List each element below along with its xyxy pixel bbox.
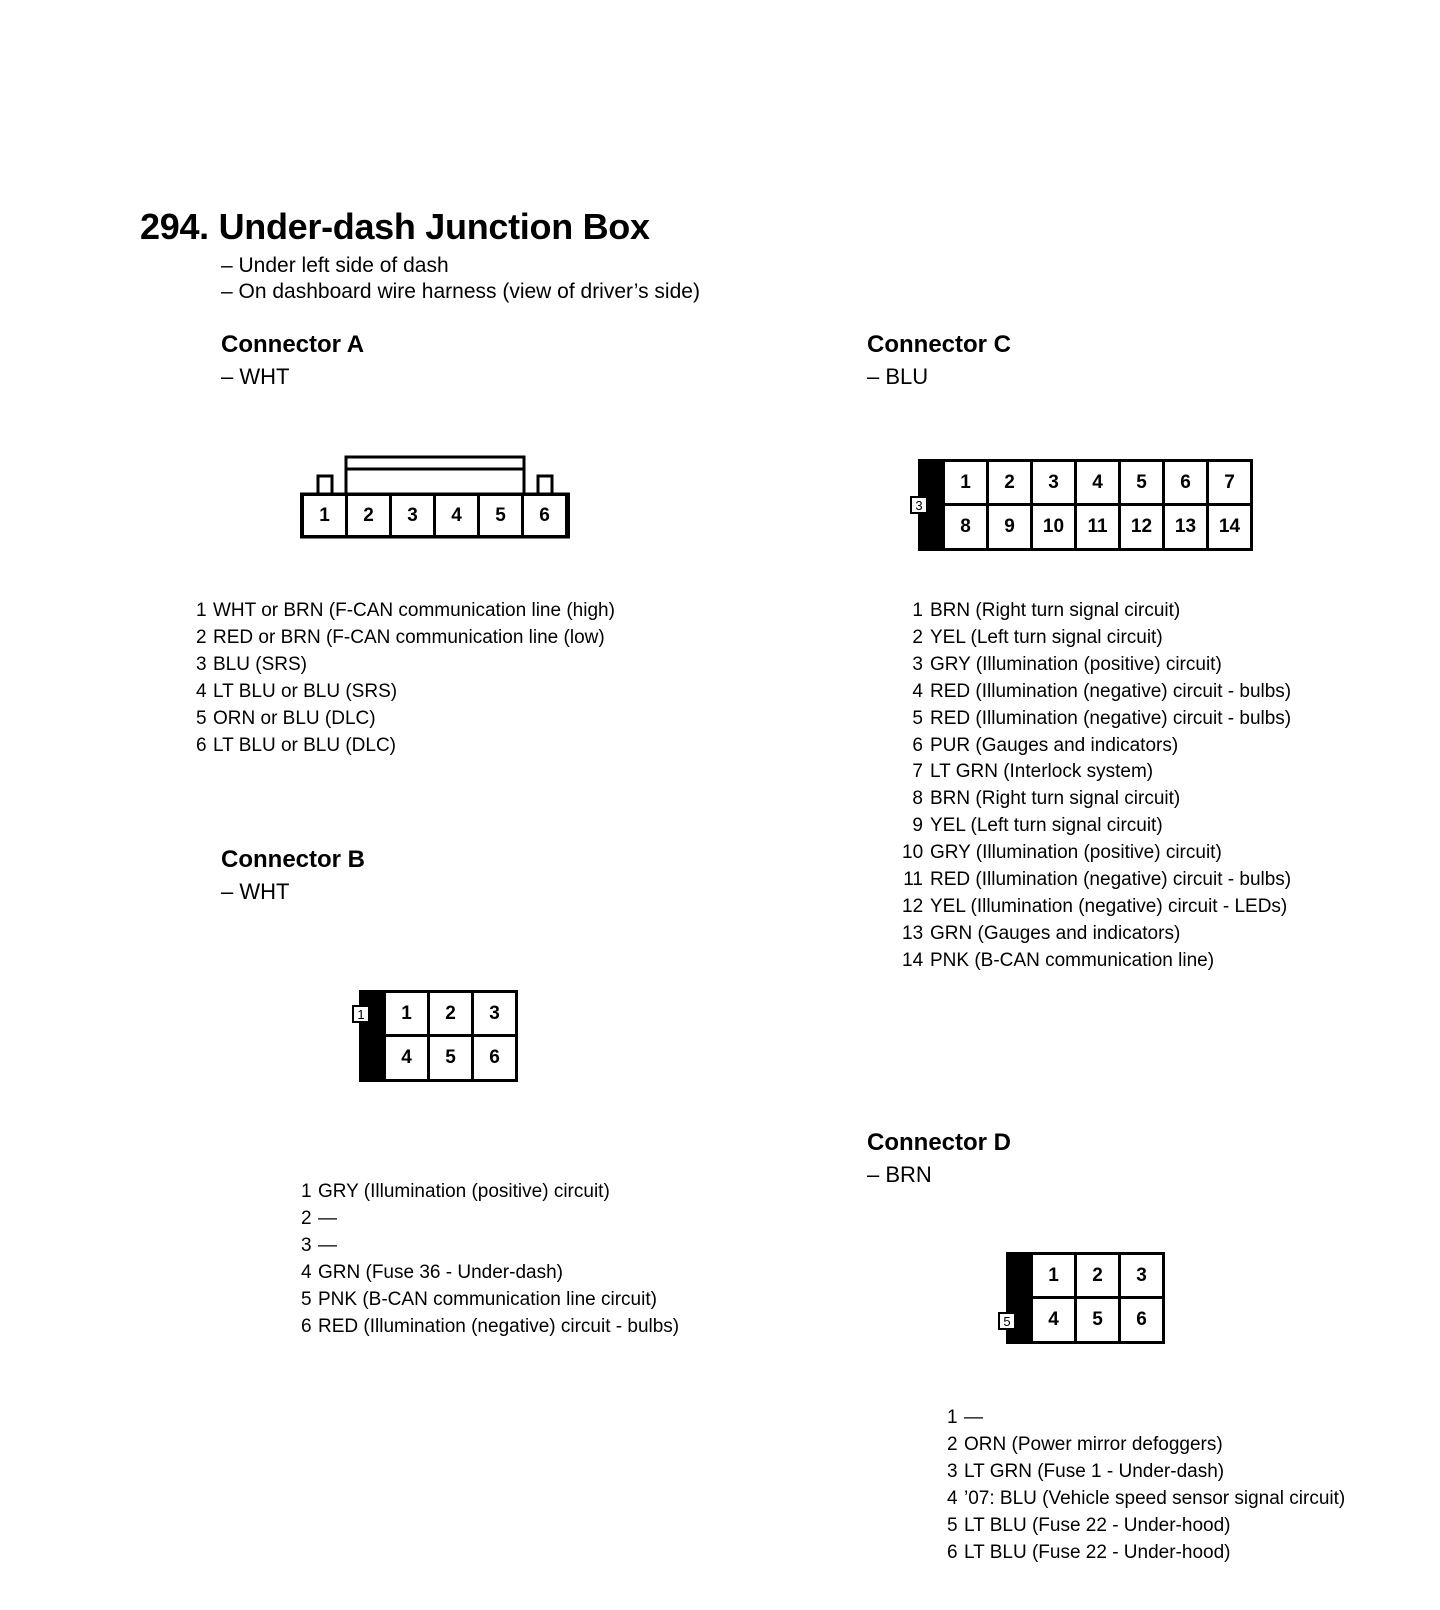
pin-description: BLU (SRS) (213, 653, 307, 675)
connector-b-pin-row (301, 1287, 679, 1314)
connector-c-pin-cell-2: 2 (986, 459, 1033, 507)
connector-d-pin-row (947, 1459, 1345, 1486)
pin-number: 9 (912, 815, 923, 837)
pin-description: LT BLU (Fuse 22 - Under-hood) (964, 1514, 1231, 1536)
connector-b-pin-cell-6: 6 (471, 1034, 518, 1082)
connector-a-pin-cell-1: 1 (301, 493, 348, 538)
connector-a-pin-cell-6: 6 (521, 493, 568, 538)
pin-number: 2 (912, 626, 923, 648)
pin-number: 1 (912, 600, 923, 621)
pin-number: 4 (947, 1487, 958, 1509)
pin-number: 3 (301, 1234, 312, 1256)
connector-c-color: – BLU (867, 364, 929, 389)
connector-a-pin-row (196, 652, 615, 679)
pin-number: 6 (196, 734, 207, 756)
connector-c-pin-cell-11: 11 (1074, 503, 1121, 551)
pin-number: 1 (301, 1181, 312, 1202)
connector-c-pin-row (902, 894, 1291, 921)
connector-b-key-bar (359, 990, 385, 1082)
pin-description: PUR (Gauges and indicators) (930, 734, 1179, 756)
connector-c-pin-row (902, 679, 1291, 706)
connector-d-diagram (998, 1252, 1173, 1347)
pin-description: YEL (Left turn signal circuit) (930, 626, 1163, 648)
connector-c-diagram (910, 459, 1270, 554)
connector-c-pin-row (902, 598, 1291, 625)
connector-b-pin-cell-4: 4 (383, 1034, 430, 1082)
connector-c-pin-cell-6: 6 (1162, 459, 1209, 507)
pin-description: YEL (Left turn signal circuit) (930, 815, 1163, 837)
connector-d-pin-cell-1: 1 (1030, 1252, 1077, 1300)
pin-description: PNK (B-CAN communication line) (930, 949, 1215, 971)
pin-description: ORN or BLU (DLC) (213, 707, 376, 729)
pin-description: LT BLU (Fuse 22 - Under-hood) (964, 1541, 1231, 1563)
pin-number: 13 (902, 922, 924, 944)
connector-b-color: – WHT (221, 879, 290, 904)
pin-number: 6 (912, 734, 923, 756)
connector-c-pin-row (902, 867, 1291, 894)
connector-d-pin-row (947, 1486, 1345, 1513)
pin-number: 2 (301, 1207, 312, 1229)
connector-c-pin-cell-5: 5 (1118, 459, 1165, 507)
pin-description: — (964, 1407, 983, 1428)
connector-c-pin-row (902, 652, 1291, 679)
connector-c-pin-cell-7: 7 (1206, 459, 1253, 507)
pin-number: 10 (902, 842, 924, 864)
connector-a-pin-row (196, 679, 615, 706)
connector-c-pin-row (902, 625, 1291, 652)
connector-b-pin-cell-5: 5 (427, 1034, 474, 1082)
connector-c-pin-row (902, 948, 1291, 975)
connector-c-pin-cell-14: 14 (1206, 503, 1253, 551)
connector-b-pin-row (301, 1260, 679, 1287)
pin-description: LT BLU or BLU (DLC) (213, 734, 397, 756)
pin-number: 1 (196, 600, 207, 621)
pin-description: YEL (Illumination (negative) circuit - LEDs) (930, 895, 1288, 917)
connector-d-pin-row (947, 1432, 1345, 1459)
connector-d-pin-cell-2: 2 (1074, 1252, 1121, 1300)
connector-b-pin-row (301, 1206, 679, 1233)
connector-b-pin-row (301, 1179, 679, 1206)
pin-number: 3 (947, 1460, 958, 1482)
connector-a-pin-cell-3: 3 (389, 493, 436, 538)
pin-description: WHT or BRN (F-CAN communication line (high) (213, 600, 615, 621)
pin-description: RED (Illumination (negative) circuit - bulbs) (318, 1315, 680, 1337)
pin-number: 1 (947, 1407, 958, 1428)
location-line-1: – Under left side of dash (221, 254, 449, 277)
connector-c-pin-row (902, 733, 1291, 760)
pin-number: 2 (196, 626, 207, 648)
pin-number: 7 (912, 761, 923, 783)
pin-number: 3 (912, 653, 923, 675)
pin-number: 5 (301, 1288, 312, 1310)
pin-description: RED (Illumination (negative) circuit - bulbs) (930, 707, 1292, 729)
pin-description: — (318, 1234, 337, 1256)
pin-number: 2 (947, 1433, 958, 1455)
connector-d-key-number: 5 (998, 1312, 1016, 1330)
connector-a-color: – WHT (221, 364, 290, 389)
connector-c-title: Connector C (867, 331, 1011, 358)
pin-description: BRN (Right turn signal circuit) (930, 788, 1181, 810)
pin-description: GRY (Illumination (positive) circuit) (930, 842, 1222, 864)
connector-b-pin-cell-3: 3 (471, 990, 518, 1038)
pin-description: RED (Illumination (negative) circuit - bulbs) (930, 869, 1292, 891)
connector-b-title: Connector B (221, 846, 365, 873)
connector-b-pin-cell-2: 2 (427, 990, 474, 1038)
connector-c-pin-row (902, 706, 1291, 733)
connector-b-pin-row (301, 1233, 679, 1260)
pin-number: 5 (196, 707, 207, 729)
pin-description: GRN (Fuse 36 - Under-dash) (318, 1261, 563, 1283)
connector-c-pin-cell-12: 12 (1118, 503, 1165, 551)
pin-description: — (318, 1207, 337, 1229)
connector-c-pin-row (902, 813, 1291, 840)
connector-a-pin-row (196, 733, 615, 760)
pin-number: 14 (902, 949, 924, 971)
connector-a-diagram (300, 455, 580, 545)
connector-b-pin-cell-1: 1 (383, 990, 430, 1038)
connector-d-pin-cell-3: 3 (1118, 1252, 1165, 1300)
connector-a-pin-row (196, 706, 615, 733)
pin-description: RED (Illumination (negative) circuit - bulbs) (930, 680, 1292, 702)
pin-number: 11 (903, 869, 923, 891)
pin-number: 4 (301, 1261, 312, 1283)
connector-a-pin-row (196, 625, 615, 652)
pin-number: 6 (947, 1541, 958, 1563)
connector-c-pin-row (902, 759, 1291, 786)
connector-c-pin-cell-9: 9 (986, 503, 1033, 551)
connector-d-pin-row (947, 1405, 1345, 1432)
pin-description: LT BLU or BLU (SRS) (213, 680, 398, 702)
connector-b-pin-row (301, 1314, 679, 1341)
connector-d-key-bar (1006, 1252, 1032, 1344)
connector-d-pin-list (947, 1405, 1345, 1566)
pin-number: 12 (902, 895, 924, 917)
connector-c-pin-cell-4: 4 (1074, 459, 1121, 507)
pin-number: 8 (912, 788, 923, 810)
pin-description: RED or BRN (F-CAN communication line (low) (213, 626, 605, 648)
pin-description: ORN (Power mirror defoggers) (964, 1433, 1223, 1455)
connector-a-pin-cell-4: 4 (433, 493, 480, 538)
connector-c-pin-cell-10: 10 (1030, 503, 1077, 551)
connector-a-pin-cell-2: 2 (345, 493, 392, 538)
pin-number: 5 (947, 1514, 958, 1536)
pin-number: 5 (912, 707, 923, 729)
connector-c-pin-cell-1: 1 (942, 459, 989, 507)
connector-d-pin-cell-4: 4 (1030, 1296, 1077, 1344)
connector-a-pin-list (196, 598, 615, 759)
pin-number: 4 (196, 680, 207, 702)
pin-description: BRN (Right turn signal circuit) (930, 600, 1181, 621)
page-title: 294. Under-dash Junction Box (140, 206, 650, 247)
pin-description: LT GRN (Fuse 1 - Under-dash) (964, 1460, 1225, 1482)
pin-description: PNK (B-CAN communication line circuit) (318, 1288, 657, 1310)
connector-d-title: Connector D (867, 1129, 1011, 1156)
connector-d-color: – BRN (867, 1162, 932, 1187)
connector-d-pin-row (947, 1513, 1345, 1540)
connector-d-pin-cell-5: 5 (1074, 1296, 1121, 1344)
pin-number: 6 (301, 1315, 312, 1337)
pin-description: GRY (Illumination (positive) circuit) (318, 1181, 610, 1202)
connector-c-pin-cell-8: 8 (942, 503, 989, 551)
connector-c-key-number: 3 (910, 496, 928, 514)
location-line-2: – On dashboard wire harness (view of driver’s side) (221, 280, 700, 303)
connector-b-pin-list (301, 1179, 679, 1340)
connector-a-pin-row (196, 598, 615, 625)
pin-number: 4 (912, 680, 923, 702)
connector-c-pin-cell-13: 13 (1162, 503, 1209, 551)
pin-description: ’07: BLU (Vehicle speed sensor signal circuit) (964, 1487, 1346, 1509)
connector-c-pin-row (902, 921, 1291, 948)
connector-c-pin-row (902, 786, 1291, 813)
pin-description: GRN (Gauges and indicators) (930, 922, 1181, 944)
pin-description: GRY (Illumination (positive) circuit) (930, 653, 1222, 675)
connector-b-diagram (355, 990, 530, 1085)
connector-c-pin-list (902, 598, 1291, 975)
connector-c-pin-row (902, 840, 1291, 867)
pin-description: LT GRN (Interlock system) (930, 761, 1154, 783)
connector-b-key-number: 1 (352, 1005, 370, 1023)
connector-d-pin-cell-6: 6 (1118, 1296, 1165, 1344)
connector-a-title: Connector A (221, 331, 365, 358)
connector-a-pin-cell-5: 5 (477, 493, 524, 538)
connector-c-pin-cell-3: 3 (1030, 459, 1077, 507)
pin-number: 3 (196, 653, 207, 675)
connector-d-pin-row (947, 1540, 1345, 1567)
